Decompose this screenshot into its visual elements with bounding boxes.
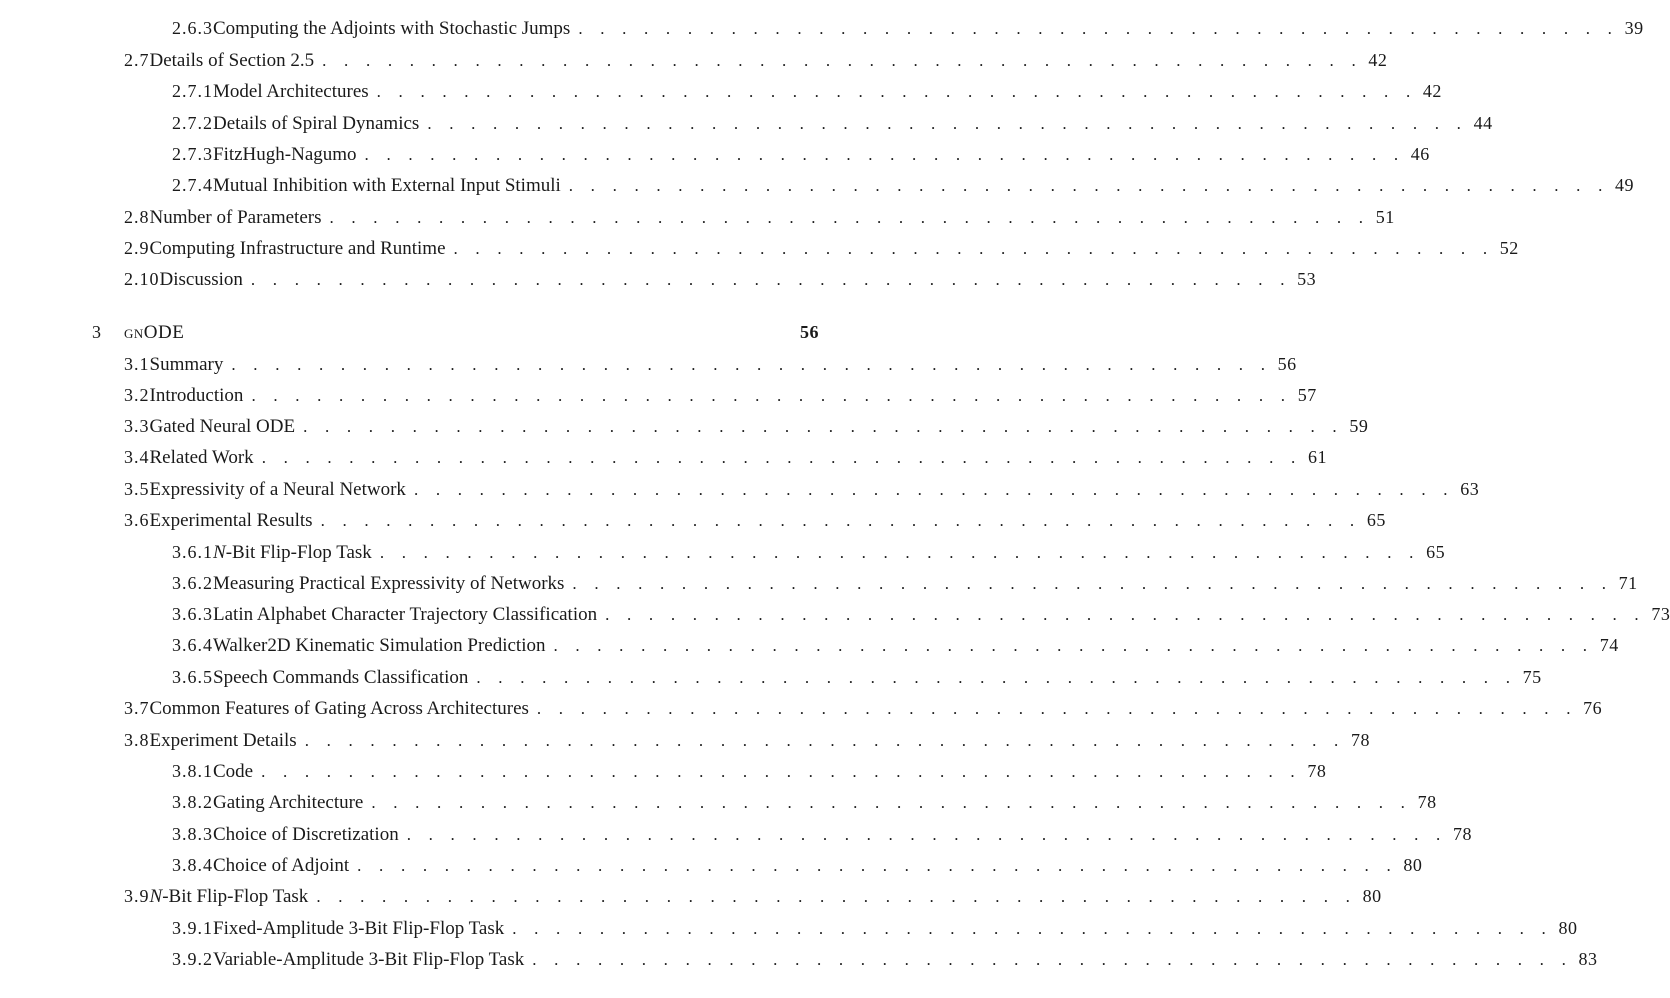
- dot-leader: . . . . . . . . . . . . . . . . . . . . . . . . . . . . . . . . . . . . . . . . . . . . . . . .: [261, 762, 1302, 781]
- toc-chapter-entry[interactable]: [92, 318, 819, 346]
- dot-leader: . . . . . . . . . . . . . . . . . . . . . . . . . . . . . . . . . . . . . . . . . . . . . . . .: [512, 919, 1553, 938]
- math-variable: N: [213, 542, 226, 563]
- section-title: Latin Alphabet Character Trajectory Classification: [213, 604, 598, 625]
- section-title: Details of Spiral Dynamics: [213, 113, 420, 134]
- dot-leader: . . . . . . . . . . . . . . . . . . . . . . . . . . . . . . . . . . . . . . . . . . . . . . . .: [453, 239, 1494, 258]
- dot-leader: . . . . . . . . . . . . . . . . . . . . . . . . . . . . . . . . . . . . . . . . . . . . . . . .: [303, 417, 1344, 436]
- toc-entry[interactable]: [124, 412, 1369, 440]
- section-title: Discussion: [159, 269, 243, 290]
- toc-entry[interactable]: [172, 569, 1638, 597]
- section-number: 3.9.1: [172, 918, 213, 938]
- page-number: 80: [1362, 886, 1382, 906]
- toc-entry[interactable]: [124, 475, 1480, 503]
- toc-entry[interactable]: [124, 694, 1603, 722]
- page-number: 75: [1522, 667, 1542, 687]
- page-number: 56: [800, 322, 819, 342]
- page-number: 56: [1277, 354, 1297, 374]
- dot-leader: . . . . . . . . . . . . . . . . . . . . . . . . . . . . . . . . . . . . . . . . . . . . . . . .: [304, 731, 1345, 750]
- toc-entry[interactable]: [172, 757, 1327, 785]
- section-number: 3.6.1: [172, 542, 213, 562]
- section-title: Speech Commands Classification: [213, 667, 469, 688]
- dot-leader: . . . . . . . . . . . . . . . . . . . . . . . . . . . . . . . . . . . . . . . . . . . . . . . .: [251, 386, 1292, 405]
- dot-leader: . . . . . . . . . . . . . . . . . . . . . . . . . . . . . . . . . . . . . . . . . . . . . . . .: [371, 793, 1412, 812]
- section-number: 3.8.2: [172, 792, 213, 812]
- section-title: Choice of Adjoint: [213, 855, 350, 876]
- section-title: Computing the Adjoints with Stochastic Jumps: [213, 18, 571, 39]
- section-number: 3.8.3: [172, 824, 213, 844]
- section-title: Code: [213, 761, 254, 782]
- section-title: Gating Architecture: [213, 792, 364, 813]
- section-title: FitzHugh-Nagumo: [213, 144, 357, 165]
- chapter-number: 3: [92, 322, 102, 342]
- page-number: 49: [1615, 175, 1635, 195]
- toc-entry[interactable]: [124, 203, 1395, 231]
- section-number: 3.6: [124, 510, 150, 530]
- toc-entry[interactable]: [172, 109, 1493, 137]
- section-title: Related Work: [149, 447, 254, 468]
- dot-leader: . . . . . . . . . . . . . . . . . . . . . . . . . . . . . . . . . . . . . . . . . . . . . . . .: [578, 19, 1619, 38]
- section-title: Number of Parameters: [149, 207, 322, 228]
- toc-entry[interactable]: [172, 945, 1598, 973]
- dot-leader: . . . . . . . . . . . . . . . . . . . . . . . . . . . . . . . . . . . . . . . . . . . . . . . .: [316, 887, 1357, 906]
- page-number: 44: [1473, 113, 1493, 133]
- toc-entry[interactable]: [124, 726, 1370, 754]
- section-title: Measuring Practical Expressivity of Networks: [213, 573, 565, 594]
- page-number: 71: [1618, 573, 1638, 593]
- section-number: 3.1: [124, 354, 150, 374]
- dot-leader: . . . . . . . . . . . . . . . . . . . . . . . . . . . . . . . . . . . . . . . . . . . . . . . .: [572, 574, 1613, 593]
- chapter-title: gnODE: [124, 322, 185, 343]
- toc-entry[interactable]: [124, 506, 1386, 534]
- page-number: 83: [1578, 949, 1598, 969]
- section-number: 2.7.1: [172, 81, 213, 101]
- dot-leader: . . . . . . . . . . . . . . . . . . . . . . . . . . . . . . . . . . . . . . . . . . . . . . . .: [406, 825, 1447, 844]
- section-number: 3.6.3: [172, 604, 213, 624]
- toc-entry[interactable]: [124, 265, 1317, 293]
- section-title: Experiment Details: [149, 730, 297, 751]
- section-title: Choice of Discretization: [213, 824, 399, 845]
- toc-entry[interactable]: [124, 234, 1519, 262]
- section-title: Details of Section 2.5: [149, 50, 315, 71]
- section-number: 3.8: [124, 730, 150, 750]
- dot-leader: . . . . . . . . . . . . . . . . . . . . . . . . . . . . . . . . . . . . . . . . . . . . . . . .: [532, 950, 1573, 969]
- toc-entry[interactable]: [172, 77, 1442, 105]
- dot-leader: . . . . . . . . . . . . . . . . . . . . . . . . . . . . . . . . . . . . . . . . . . . . . . . .: [379, 543, 1421, 562]
- section-number: 3.5: [124, 479, 150, 499]
- section-number: 2.7.4: [172, 175, 213, 195]
- toc-entry[interactable]: [124, 381, 1317, 409]
- page-number: 42: [1368, 50, 1388, 70]
- section-title: Variable-Amplitude 3-Bit Flip-Flop Task: [213, 949, 525, 970]
- section-title: Introduction: [149, 385, 244, 406]
- page-number: 80: [1403, 855, 1423, 875]
- dot-leader: . . . . . . . . . . . . . . . . . . . . . . . . . . . . . . . . . . . . . . . . . . . . . . . .: [231, 355, 1272, 374]
- dot-leader: . . . . . . . . . . . . . . . . . . . . . . . . . . . . . . . . . . . . . . . . . . . . . . . .: [376, 82, 1417, 101]
- page-number: 42: [1422, 81, 1442, 101]
- page-number: 39: [1624, 18, 1644, 38]
- page-number: 57: [1297, 385, 1317, 405]
- section-number: 2.7.3: [172, 144, 213, 164]
- section-number: 3.9: [124, 886, 150, 906]
- page-number: 53: [1297, 269, 1317, 289]
- page-number: 52: [1499, 238, 1519, 258]
- dot-leader: . . . . . . . . . . . . . . . . . . . . . . . . . . . . . . . . . . . . . . . . . . . . . . . .: [568, 176, 1610, 195]
- section-title: Walker2D Kinematic Simulation Prediction: [213, 635, 546, 656]
- section-number: 3.8.4: [172, 855, 213, 875]
- page-number: 74: [1599, 635, 1619, 655]
- toc-entry[interactable]: [172, 631, 1619, 659]
- section-number: 3.8.1: [172, 761, 213, 781]
- toc-entry[interactable]: [172, 820, 1472, 848]
- section-number: 2.8: [124, 207, 150, 227]
- page-number: 65: [1426, 542, 1446, 562]
- dot-leader: . . . . . . . . . . . . . . . . . . . . . . . . . . . . . . . . . . . . . . . . . . . . . . . .: [357, 856, 1398, 875]
- section-title: Common Features of Gating Across Architectures: [149, 698, 529, 719]
- section-title: Model Architectures: [213, 81, 369, 102]
- dot-leader: . . . . . . . . . . . . . . . . . . . . . . . . . . . . . . . . . . . . . . . . . . . . . . . .: [605, 605, 1646, 624]
- toc-entry[interactable]: [124, 443, 1327, 471]
- section-number: 3.6.2: [172, 573, 213, 593]
- page-number: 76: [1583, 698, 1603, 718]
- page-number: 80: [1558, 918, 1578, 938]
- dot-leader: . . . . . . . . . . . . . . . . . . . . . . . . . . . . . . . . . . . . . . . . . . . . . . . .: [322, 51, 1363, 70]
- dot-leader: . . . . . . . . . . . . . . . . . . . . . . . . . . . . . . . . . . . . . . . . . . . . . . . .: [329, 208, 1370, 227]
- math-variable: N: [149, 886, 163, 907]
- section-number: 3.3: [124, 416, 150, 436]
- section-number: 3.7: [124, 698, 150, 718]
- toc-entry[interactable]: [172, 171, 1635, 199]
- dot-leader: . . . . . . . . . . . . . . . . . . . . . . . . . . . . . . . . . . . . . . . . . . . . . . . .: [476, 668, 1517, 687]
- dot-leader: . . . . . . . . . . . . . . . . . . . . . . . . . . . . . . . . . . . . . . . . . . . . . . . .: [427, 114, 1468, 133]
- toc-entry[interactable]: [172, 914, 1578, 942]
- section-title: Expressivity of a Neural Network: [149, 479, 406, 500]
- page-number: 59: [1349, 416, 1369, 436]
- toc-entry[interactable]: [172, 788, 1437, 816]
- dot-leader: . . . . . . . . . . . . . . . . . . . . . . . . . . . . . . . . . . . . . . . . . . . . . . . .: [261, 448, 1302, 467]
- page-number: 61: [1307, 447, 1327, 467]
- dot-leader: . . . . . . . . . . . . . . . . . . . . . . . . . . . . . . . . . . . . . . . . . . . . . . . .: [536, 699, 1578, 718]
- dot-leader: . . . . . . . . . . . . . . . . . . . . . . . . . . . . . . . . . . . . . . . . . . . . . . . .: [553, 636, 1594, 655]
- toc-entry[interactable]: [172, 600, 1670, 628]
- section-title: Mutual Inhibition with External Input Stimuli: [213, 175, 561, 196]
- page-number: 78: [1452, 824, 1472, 844]
- dot-leader: . . . . . . . . . . . . . . . . . . . . . . . . . . . . . . . . . . . . . . . . . . . . . . . .: [250, 270, 1292, 289]
- page-number: 51: [1375, 207, 1395, 227]
- section-title: Experimental Results: [149, 510, 313, 531]
- page-number: 65: [1366, 510, 1386, 530]
- dot-leader: . . . . . . . . . . . . . . . . . . . . . . . . . . . . . . . . . . . . . . . . . . . . . . . .: [320, 511, 1361, 530]
- toc-entry[interactable]: [124, 46, 1388, 74]
- section-title: Computing Infrastructure and Runtime: [149, 238, 446, 259]
- toc-entry[interactable]: [124, 350, 1297, 378]
- section-number: 2.10: [124, 269, 160, 289]
- section-number: 3.6.5: [172, 667, 213, 687]
- toc-entry[interactable]: [124, 882, 1382, 910]
- section-number: 3.4: [124, 447, 150, 467]
- section-title-text: -Bit Flip-Flop Task: [162, 886, 309, 907]
- section-title: [213, 539, 372, 567]
- toc-entry[interactable]: [172, 663, 1542, 691]
- section-number: 2.7: [124, 50, 150, 70]
- toc-entry[interactable]: [172, 14, 1644, 42]
- section-title: Gated Neural ODE: [149, 416, 296, 437]
- page-number: 78: [1307, 761, 1327, 781]
- section-number: 3.2: [124, 385, 150, 405]
- section-number: 3.9.2: [172, 949, 213, 969]
- toc-entry[interactable]: [172, 851, 1423, 879]
- dot-leader: . . . . . . . . . . . . . . . . . . . . . . . . . . . . . . . . . . . . . . . . . . . . . . . .: [413, 480, 1455, 499]
- page-number: 46: [1410, 144, 1430, 164]
- page-number: 78: [1350, 730, 1370, 750]
- section-number: 2.9: [124, 238, 150, 258]
- section-title: Summary: [149, 354, 224, 375]
- section-number: 2.7.2: [172, 113, 213, 133]
- section-title: Fixed-Amplitude 3-Bit Flip-Flop Task: [213, 918, 505, 939]
- toc-entry[interactable]: [172, 140, 1430, 168]
- page-number: 63: [1460, 479, 1480, 499]
- dot-leader: . . . . . . . . . . . . . . . . . . . . . . . . . . . . . . . . . . . . . . . . . . . . . . . .: [364, 145, 1405, 164]
- page-number: 78: [1417, 792, 1437, 812]
- section-title-text: -Bit Flip-Flop Task: [225, 542, 372, 563]
- section-number: 3.6.4: [172, 635, 213, 655]
- toc-entry[interactable]: [172, 538, 1446, 566]
- page-number: 73: [1651, 604, 1670, 624]
- section-title: [150, 883, 309, 911]
- section-number: 2.6.3: [172, 18, 213, 38]
